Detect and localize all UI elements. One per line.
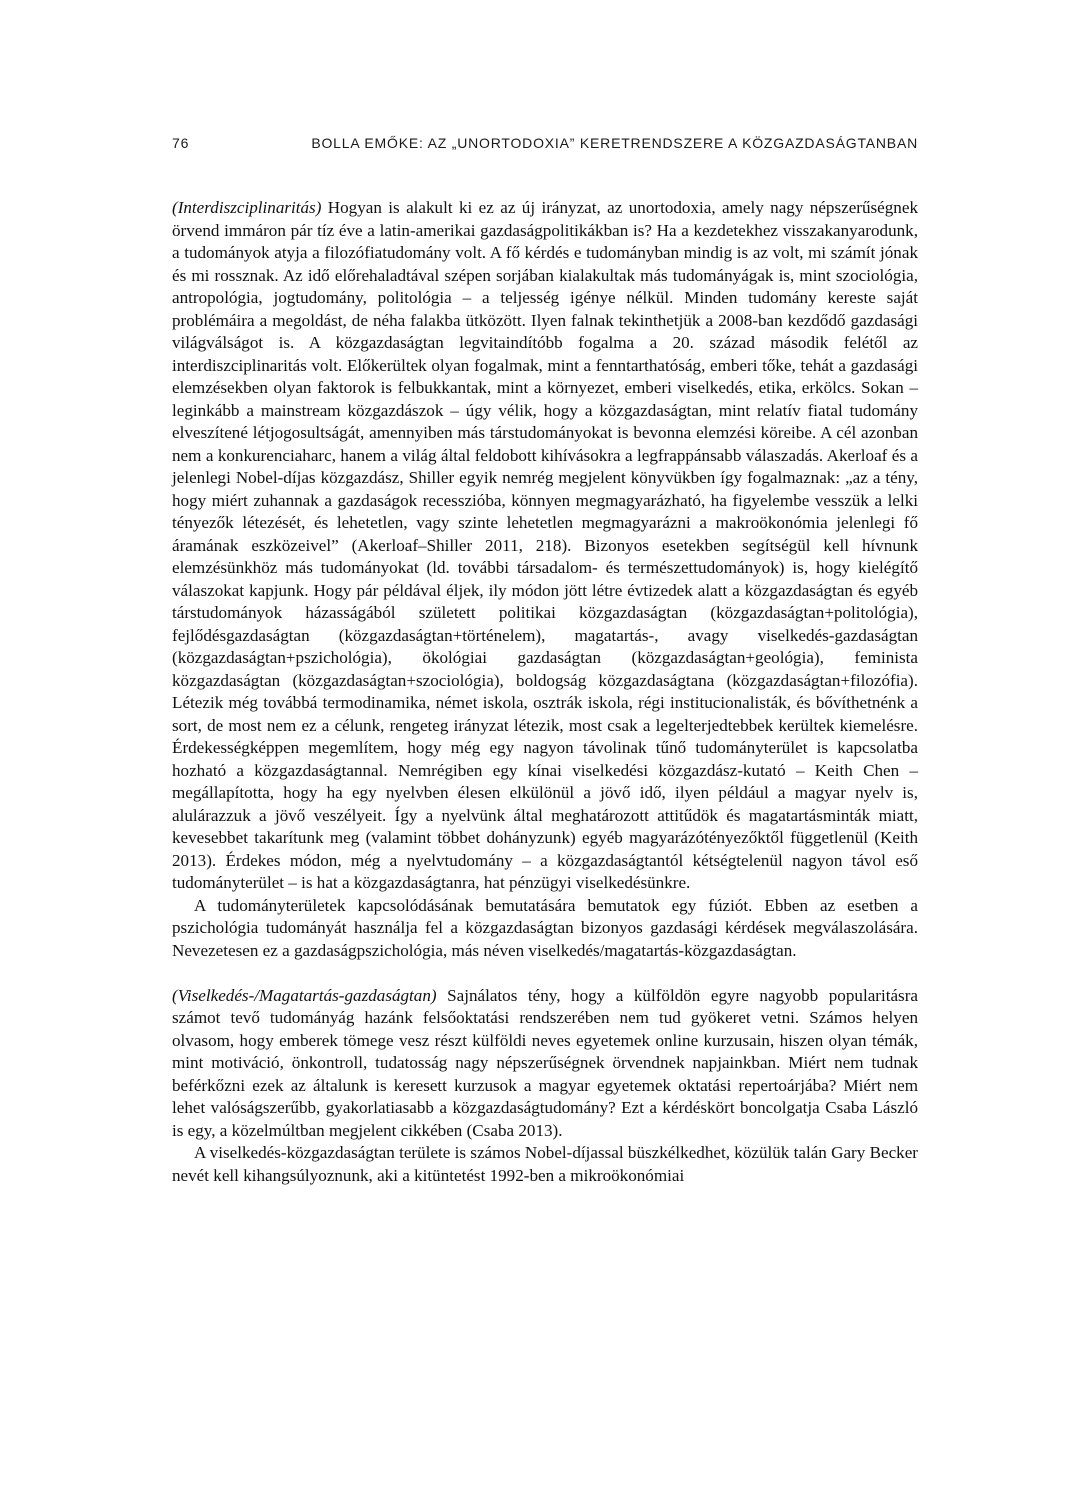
body-text bbox=[172, 197, 918, 1187]
running-title: BOLLA EMŐKE: AZ „UNORTODOXIA” KERETRENDSZERE A KÖZGAZDASÁGTANBAN bbox=[311, 135, 918, 151]
paragraph-fusion: A tudományterületek kapcsolódásának bemutatására bemutatok egy fúziót. Ebben az esetben a pszichológia tudományát használja fel a közgazdaságtan bizonyos gazdasági kérdések megválaszolására. Nevezetesen ez a gazdaságpszichológia, más néven viselkedés/magatartás-közgazdaságtan. bbox=[172, 895, 918, 960]
running-header bbox=[172, 135, 918, 155]
paragraph-nobel: A viselkedés-közgazdaságtan területe is számos Nobel-díjassal büszkélkedhet, közülük talán Gary Becker nevét kell kihangsúlyoznunk, aki a kitüntetést 1992-ben a mikroökonómiai bbox=[172, 1143, 918, 1185]
paragraph-interdisciplinarity bbox=[172, 197, 918, 895]
page-number: 76 bbox=[172, 135, 190, 151]
paragraph-text: Hogyan is alakult ki ez az új irányzat, az unortodoxia, amely nagy népszerűségnek örvend immáron pár tíz éve a latin-amerikai gazdaságpolitikákban is? Ha a kezdetekhez visszakanyarodunk, a tudományok atyja a filozófiatudomány volt. A fő kérdés e tudományban mindig is az volt, mi számít jónak és mi rossznak. Az idő előrehaladtával szépen sorjában kialakultak más tudományágak is, mint szociológia, antropológia, jogtudomány, politológia – a teljesség igénye nélkül. Minden tudomány kereste saját problémáira a megoldást, de néha falakba ütközött. Ilyen falnak tekinthetjük a 2008-ban kezdődő gazdasági világválságot is. A közgazdaságtan legvitaindítóbb fogalma a 20. század második felétől az interdiszciplinaritás volt. Előkerültek olyan fogalmak, mint a fenntarthatóság, emberi tőke, tehát a gazdasági elemzésekben olyan faktorok is felbukkantak, mint a környezet, emberi viselkedés, etika, erkölcs. Sokan – leginkább a mainstream közgazdászok – úgy vélik, hogy a közgazdaságtan, mint relatív fiatal tudomány elveszítené létjogosultságát, amennyiben más társtudományokat is bevonna elemzési köreibe. A cél azonban nem a konkurenciaharc, hanem a világ által feldobott kihívásokra a legfrappánsabb válaszadás. Akerloaf és a jelenlegi Nobel-díjas közgazdász, Shiller egyik nemrég megjelent könyvükben így fogalmaznak: „az a tény, hogy miért zuhannak a gazdaságok recesszióba, könnyen megmagyarázható, ha figyelembe vesszük a lelki tényezők létezését, és lehetetlen, vagy szinte lehetetlen megmagyarázni a makroökonómia jelenlegi fő áramának eszközeivel” (Akerloaf–Shiller 2011, 218). Bizonyos esetekben segítségül kell hívnunk elemzésünkhöz más tudományokat (ld. további társadalom- és természettudományok) is, hogy kielégítő válaszokat kapjunk. Hogy pár példával éljek, ily módon jött létre évtizedek alatt a közgazdaságtan és egyéb társtudományok házasságából született politikai közgazdaságtan (közgazdaságtan+politológia), fejlődésgazdaságtan (közgazdaságtan+történelem), magatartás-, avagy viselkedés-gazdaságtan (közgazdaságtan+pszichológia), ökológiai gazdaságtan (közgazdaságtan+geológia), feminista közgazdaságtan (közgazdaságtan+szociológia), boldogság közgazdaságtana (közgazdaságtan+filozófia). Létezik még továbbá termodinamika, német iskola, osztrák iskola, régi institucionalisták, és bővíthetnénk a sort, de most nem ez a célunk, rengeteg irányzat létezik, most csak a legelterjedtebbek kerültek kiemelésre. Érdekességképpen megemlítem, hogy még egy nagyon távolinak tűnő tudományterület is kapcsolatba hozható a közgazdaságtannal. Nemrégiben egy kínai viselkedési közgazdász-kutató – Keith Chen – megállapította, hogy ha egy nyelvben élesen elkülönül a jövő idő, ilyen például a magyar nyelv is, alulárazzuk a jövő veszélyeit. Így a nyelvünk által meghatározott attitűdök és magatartásminták miatt, kevesebbet takarítunk meg (valamint többet dohányzunk) egyéb magyarázótényezőktől függetlenül (Keith 2013). Érdekes módon, még a nyelvtudomány – a közgazdaságtantól kétségtelenül nagyon távol eső tudományterület – is hat a közgazdaságtanra, hat pénzügyi viselkedésünkre. bbox=[172, 198, 918, 892]
section-lead-interdisciplinarity: (Interdiszciplinaritás) bbox=[172, 198, 322, 217]
paragraph-behavioral-economics bbox=[172, 985, 918, 1143]
paragraph-text: Sajnálatos tény, hogy a külföldön egyre nagyobb popularitásra számot tevő tudományág hazánk felsőoktatási rendszerében nem tud gyökeret vetni. Számos helyen olvasom, hogy emberek tömege vesz részt külföldi neves egyetemek online kurzusain, hiszen olyan témák, mint motiváció, önkontroll, tudatosság nagy népszerűségnek örvendnek napjainkban. Miért nem tudnak beférkőzni ezek az általunk is keresett kurzusok a magyar egyetemek oktatási repertoárjába? Miért nem lehet valóságszerűbb, gyakorlatiasabb a közgazdaságtudomány? Ezt a kérdéskört boncolgatja Csaba László is egy, a közelmúltban megjelent cikkében (Csaba 2013). bbox=[172, 985, 918, 1140]
section-lead-behavioral-economics: (Viselkedés-/Magatartás-gazdaságtan) bbox=[172, 985, 437, 1005]
